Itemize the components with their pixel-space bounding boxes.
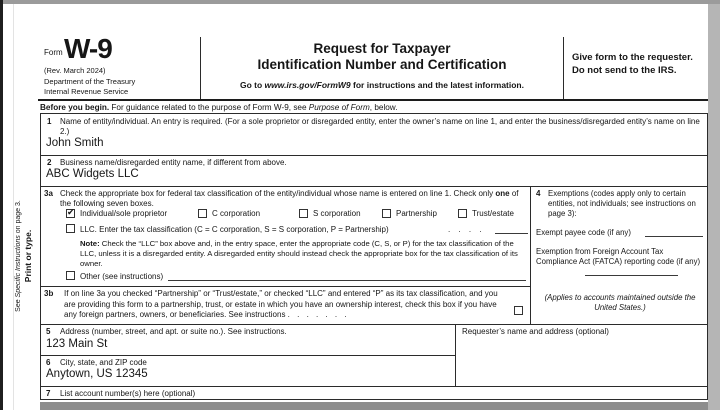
right-border — [707, 113, 708, 399]
form-word-label: Form — [44, 48, 63, 57]
other-label: Other (see instructions) — [80, 272, 164, 281]
header-divider-left — [200, 37, 201, 99]
irs-url: www.irs.gov/FormW9 — [264, 80, 351, 90]
line6-label: City, state, and ZIP code — [60, 358, 147, 367]
rule — [40, 386, 708, 387]
line3a-number: 3a — [44, 189, 53, 198]
form-number: W-9 — [64, 33, 112, 64]
form-title — [202, 41, 562, 90]
print-or-type-label: Print or type. — [23, 229, 33, 283]
line3b-number: 3b — [44, 289, 54, 298]
page-right-shadow — [708, 4, 720, 410]
checkbox-trust-estate[interactable] — [458, 209, 467, 218]
checkbox-label-s-corporation: S corporation — [313, 209, 361, 218]
llc-dot-leaders: . . . . — [448, 225, 482, 234]
checkbox-foreign-partners[interactable] — [514, 306, 523, 315]
checkbox-c-corporation[interactable] — [198, 209, 207, 218]
rule — [40, 113, 708, 114]
name-field[interactable]: John Smith — [46, 137, 104, 149]
line1-label: Name of entity/individual. An entry is required. (For a sole proprietor or disregarded entity, enter the owner’s name on line 1, and enter the business/disregarded entity’s name on line 2.) — [60, 117, 700, 136]
exempt-payee-entry[interactable] — [645, 227, 703, 237]
city-state-zip-field[interactable]: Anytown, US 12345 — [46, 368, 148, 380]
rule — [40, 186, 708, 187]
see-instructions-note: See Specific Instructions on page 3. — [15, 200, 22, 312]
business-name-field[interactable]: ABC Widgets LLC — [46, 168, 139, 180]
line7-label: List account number(s) here (optional) — [60, 389, 196, 398]
line7-number: 7 — [46, 389, 51, 398]
exempt-payee-label: Exempt payee code (if any) — [536, 228, 631, 237]
checkbox-label-trust-estate: Trust/estate — [472, 209, 514, 218]
print-or-type-sidebar — [14, 146, 40, 366]
window-left-edge — [0, 0, 3, 410]
checkbox-individual-sole-proprietor[interactable] — [66, 209, 75, 218]
line6-number: 6 — [46, 358, 51, 367]
agency-line-2: Internal Revenue Service — [44, 87, 129, 96]
requester-name-address-label: Requester’s name and address (optional) — [462, 327, 609, 336]
exemptions-label: Exemptions (codes apply only to certain entities, not individuals; see instructions on page 3): — [548, 189, 696, 218]
box4-divider — [530, 186, 531, 324]
rule — [40, 355, 455, 356]
checkbox-s-corporation[interactable] — [299, 209, 308, 218]
applies-note: (Applies to accounts maintained outside the United States.) — [544, 293, 696, 312]
window-top-edge — [0, 0, 720, 4]
line2-number: 2 — [47, 158, 52, 167]
fatca-label: Exemption from Foreign Account Tax Compliance Act (FATCA) reporting code (if any) — [536, 247, 701, 266]
checkbox-label-individual: Individual/sole proprietor — [80, 209, 168, 218]
box4-number: 4 — [536, 189, 541, 198]
llc-note: Note: Check the “LLC” box above and, in the entry space, enter the appropriate code (C, S, or P) for the tax classification of the LLC, unless it is a disregarded entity. A disregarded entity should instead check the appropriate box for the tax classification of its owner. — [80, 239, 518, 268]
rule — [40, 155, 708, 156]
line5-number: 5 — [46, 327, 51, 336]
form-revision: (Rev. March 2024) — [44, 66, 106, 75]
llc-label: LLC. Enter the tax classification (C = C corporation, S = S corporation, P = Partnership) — [80, 225, 389, 234]
line2-label: Business name/disregarded entity name, if different from above. — [60, 158, 287, 167]
part1-section-band — [40, 402, 708, 410]
address-field[interactable]: 123 Main St — [46, 338, 108, 350]
sidebar-divider — [40, 113, 41, 399]
line3b-text: If on line 3a you checked “Partnership” or “Trust/estate,” or checked “LLC” and entered “P” as its tax classification, and you are providing this form to a partnership, trust, or estate in which you have an ownership interest, check this box if you have any foreign partners, owners, or beneficiaries. See instructions . . . . . . . — [64, 289, 498, 319]
rule — [40, 399, 708, 400]
requester-divider — [455, 324, 456, 386]
header-rule — [38, 99, 708, 101]
form-subtitle: Go to www.irs.gov/FormW9 for instructions and the latest information. — [239, 80, 524, 90]
fatca-code-entry[interactable] — [585, 266, 678, 276]
header-divider-right — [563, 37, 564, 99]
rule — [40, 324, 708, 325]
line3a-label: Check the appropriate box for federal tax classification of the entity/individual whose name is entered on line 1. Check only one of the following seven boxes. — [60, 189, 519, 208]
before-you-begin-text: Before you begin. For guidance related to the purpose of Form W-9, see Purpose of Form, below. — [40, 103, 398, 112]
line3b-dot-leaders: . . . . . . . — [287, 310, 347, 319]
form-title-line1: Request for Taxpayer — [313, 41, 451, 56]
line5-label: Address (number, street, and apt. or suite no.). See instructions. — [60, 327, 287, 336]
checkmark-icon: ✔ — [67, 207, 75, 217]
form-title-line2: Identification Number and Certification — [257, 57, 507, 72]
llc-classification-entry[interactable] — [495, 224, 528, 234]
rule — [40, 286, 530, 287]
checkbox-label-c-corporation: C corporation — [212, 209, 261, 218]
other-entry-line[interactable] — [168, 271, 526, 281]
line1-number: 1 — [47, 117, 52, 126]
checkbox-other[interactable] — [66, 271, 75, 280]
checkbox-label-partnership: Partnership — [396, 209, 437, 218]
checkbox-llc[interactable] — [66, 224, 75, 233]
give-form-notice: Give form to the requester. Do not send to the IRS. — [572, 52, 693, 76]
checkbox-partnership[interactable] — [382, 209, 391, 218]
agency-line-1: Department of the Treasury — [44, 77, 136, 86]
